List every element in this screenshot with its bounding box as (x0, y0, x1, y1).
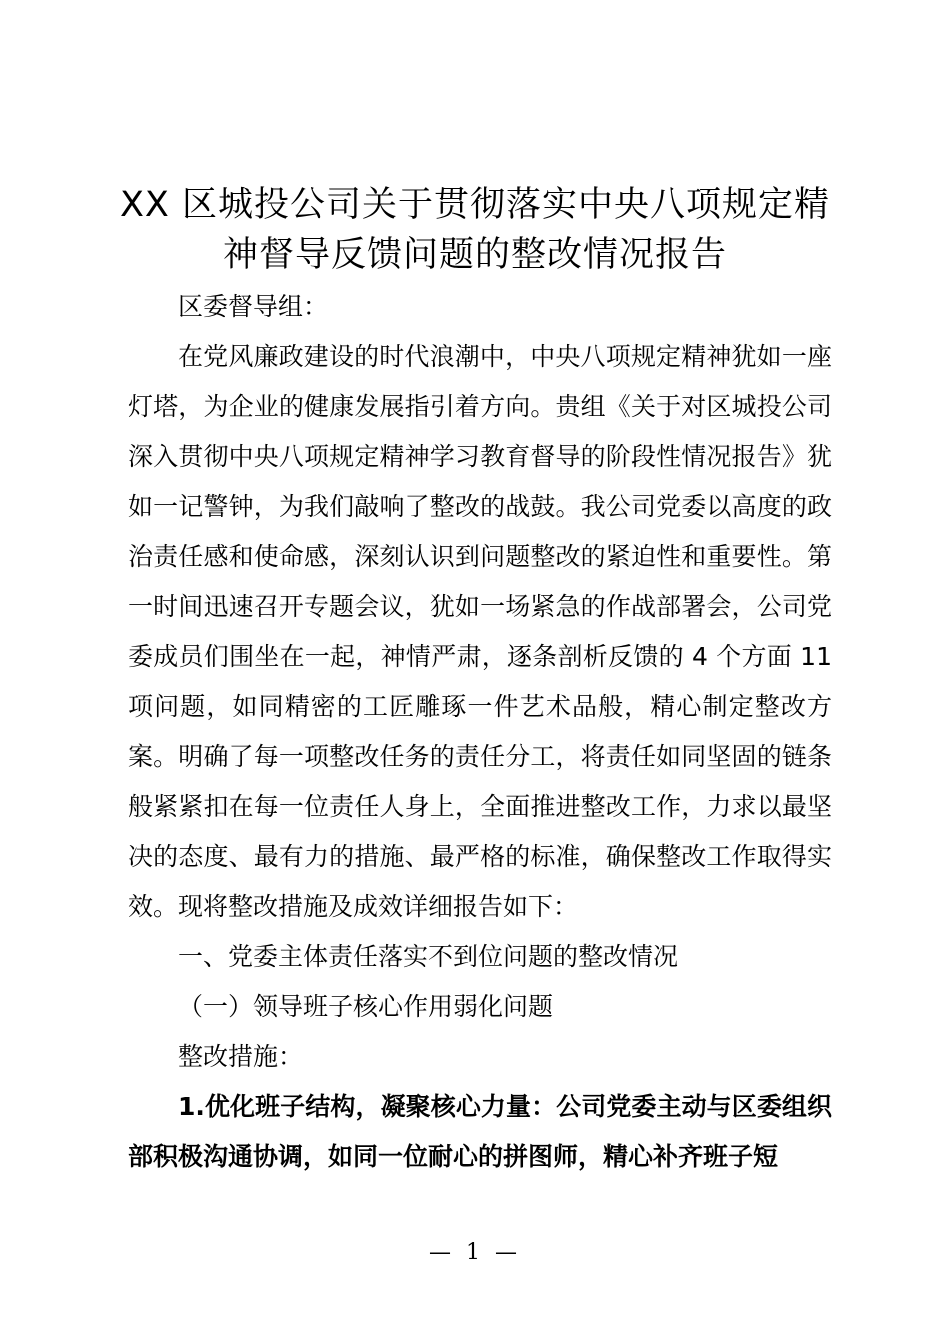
measure-item-1: 1.优化班子结构，凝聚核心力量：公司党委主动与区委组织部积极沟通协调，如同一位耐心的拼图师，精心补齐班子短 (128, 1092, 832, 1171)
document-body (128, 282, 832, 1182)
intro-paragraph: 在党风廉政建设的时代浪潮中，中央八项规定精神犹如一座灯塔，为企业的健康发展指引着方向。贵组《关于对区城投公司深入贯彻中央八项规定精神学习教育督导的阶段性情况报告》犹如一记警钟，为我们敲响了整改的战鼓。我公司党委以高度的政治责任感和使命感，深刻认识到问题整改的紧迫性和重要性。第一时间迅速召开专题会议，犹如一场紧急的作战部署会，公司党委成员们围坐在一起，神情严肃，逐条剖析反馈的 4 个方面 11 项问题，如同精密的工匠雕琢一件艺术品般，精心制定整改方案。明确了每一项整改任务的责任分工，将责任如同坚固的链条般紧紧扣在每一位责任人身上，全面推进整改工作，力求以最坚决的态度、最有力的措施、最严格的标准，确保整改工作取得实效。现将整改措施及成效详细报告如下： (128, 342, 832, 921)
salutation: 区委督导组： (178, 292, 329, 321)
document-title (100, 180, 850, 280)
measures-heading: 整改措施： (178, 1042, 304, 1071)
section-heading-1: 一、党委主体责任落实不到位问题的整改情况 (178, 942, 679, 971)
title-line-2: 神督导反馈问题的整改情况报告 (222, 235, 727, 275)
page-number: — 1 — (429, 1240, 521, 1265)
subsection-heading-1: （一）领导班子核心作用弱化问题 (178, 992, 554, 1021)
title-line-1: XX 区城投公司关于贯彻落实中央八项规定精 (119, 185, 831, 225)
